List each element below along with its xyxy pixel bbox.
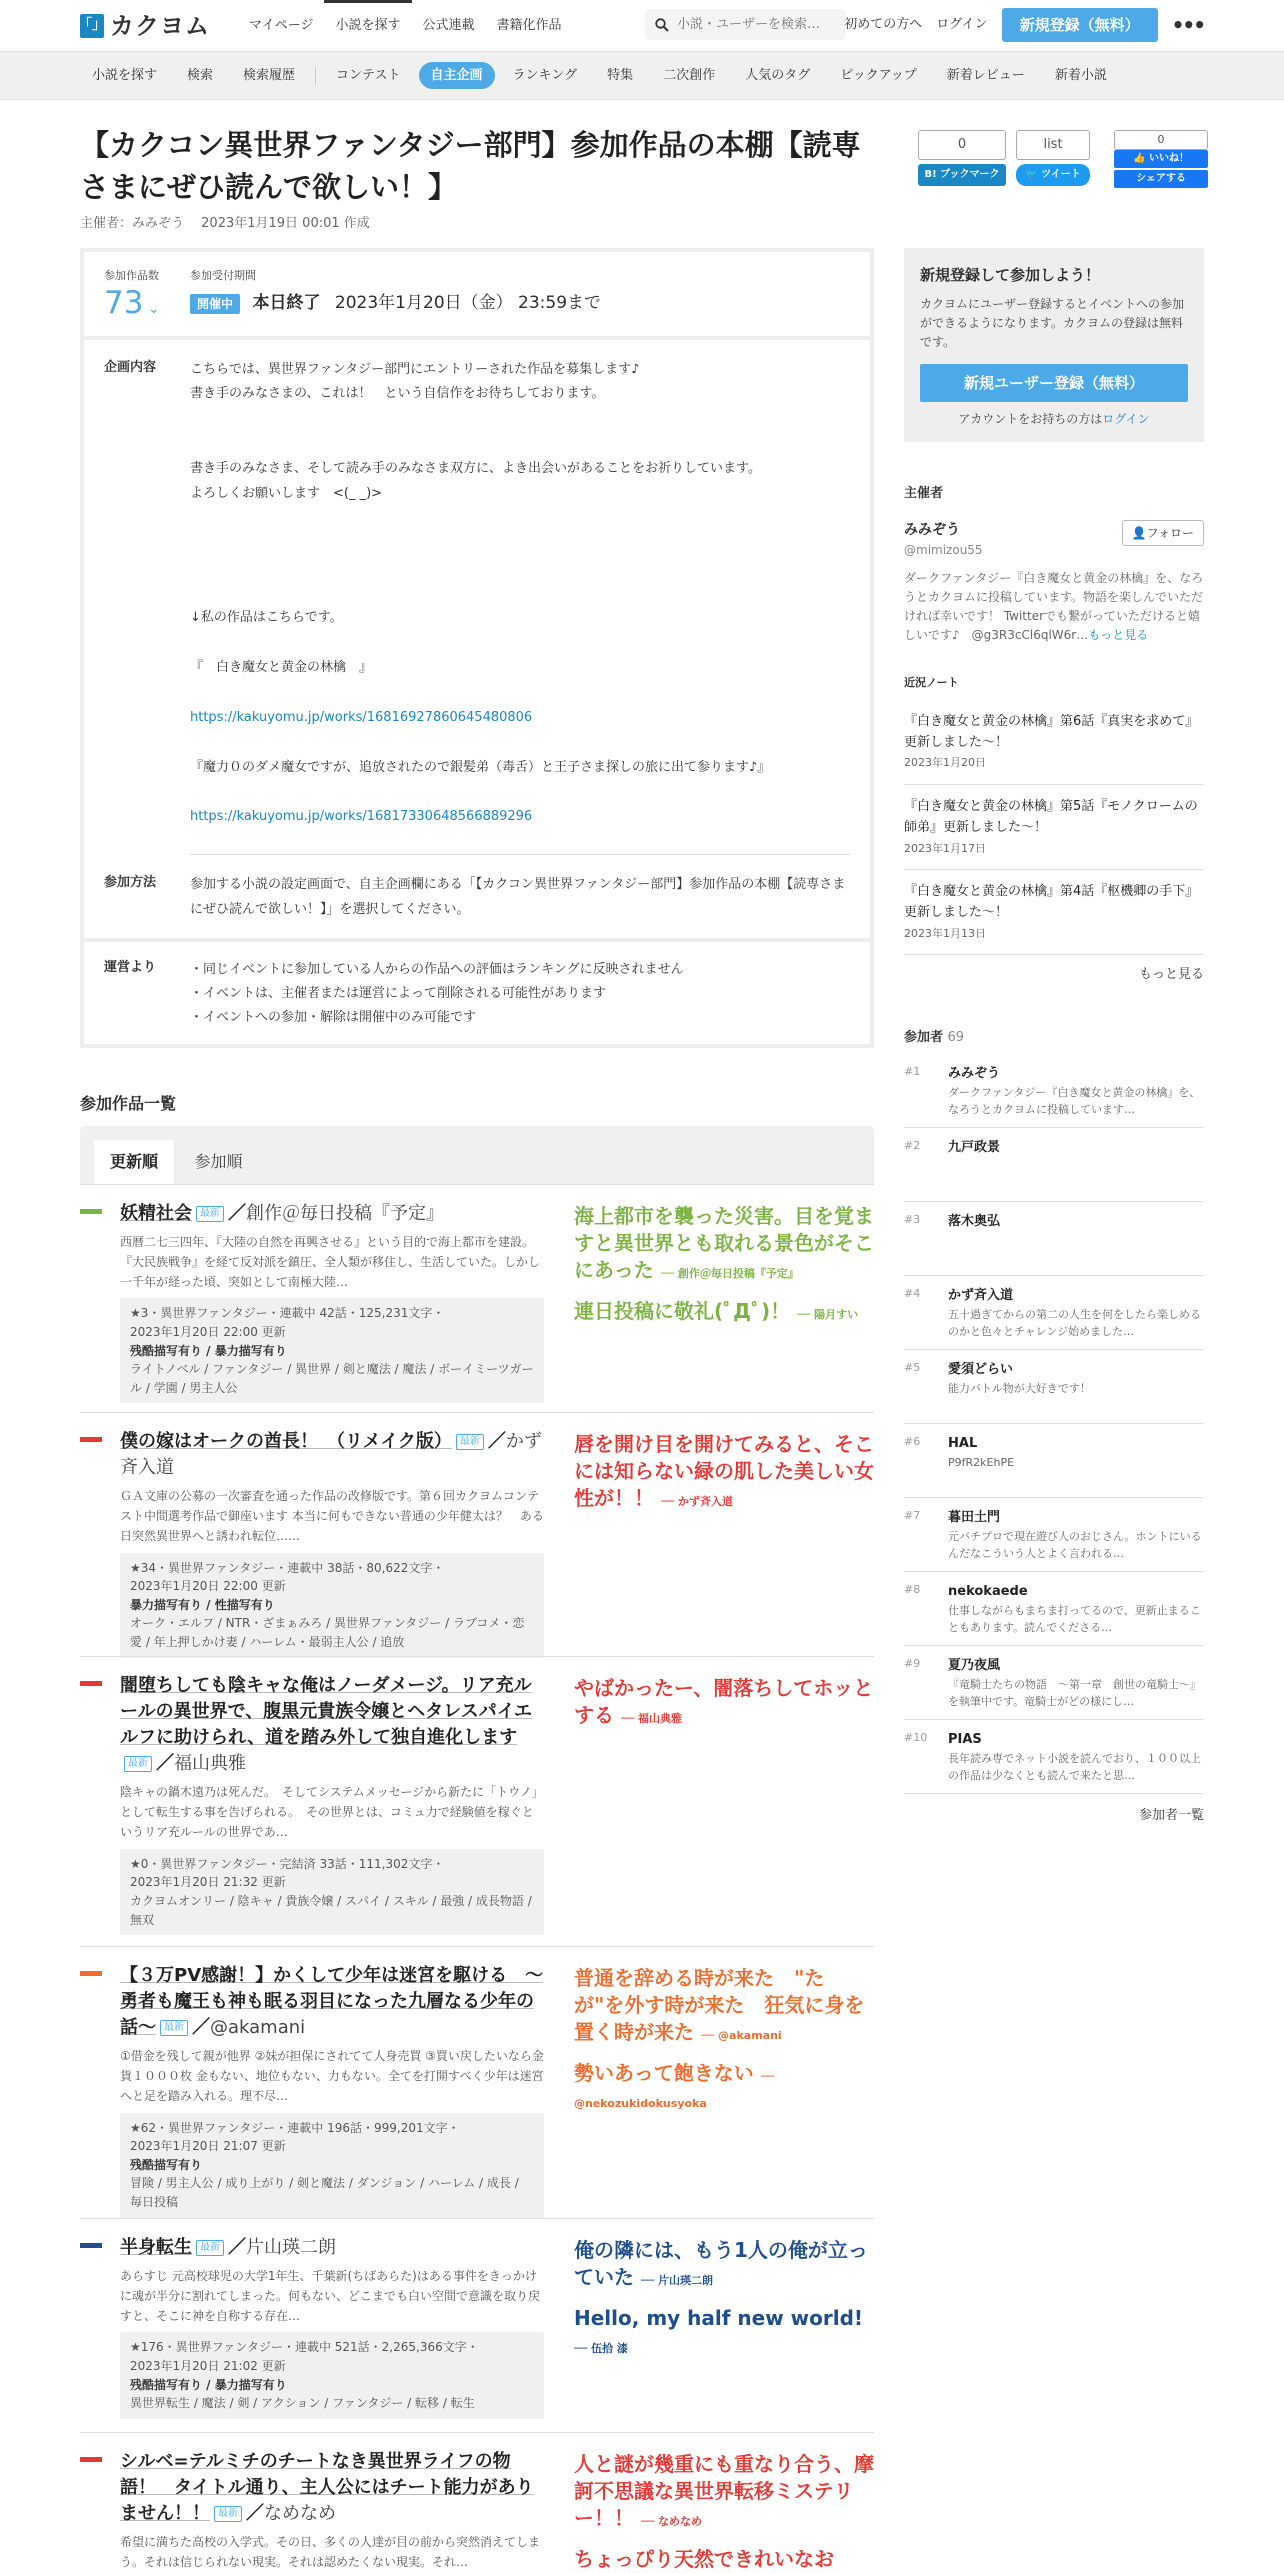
participant-item[interactable] — [904, 1202, 1204, 1276]
method-text: 参加する小説の設定画面で、自主企画欄にある「【カクコン異世界ファンタジー部門】参加作品の本棚【読専さまにぜひ読んで欲しい！】」を選択してください。 — [190, 876, 846, 917]
review-catchphrase[interactable] — [574, 2060, 874, 2114]
work-author[interactable]: 創作＠毎日投稿『予定』 — [246, 1203, 444, 1224]
participant-item[interactable] — [904, 1572, 1204, 1646]
work-stats: ★0・異世界ファンタジー・完結済 33話・111,302文字・ — [130, 1856, 445, 1871]
subnav-pickup[interactable]: ピックアップ — [840, 67, 917, 83]
bird-icon: 🐦 — [1025, 169, 1038, 180]
work-title-line: 【３万PV感謝！】かくして少年は迷宮を駆ける ～勇者も魔王も神も眠る羽目になった九層なる少年の話～ 最新 ／@akamani — [120, 1965, 544, 2039]
notes-list — [190, 958, 684, 1030]
participant-name[interactable]: 愛須どらい — [948, 1361, 1014, 1377]
participant-item[interactable] — [904, 1498, 1204, 1572]
sidebar — [904, 248, 1204, 1825]
participant-name[interactable]: PIAS — [948, 1731, 982, 1747]
work-link[interactable]: https://kakuyomu.jp/works/16816927860645480806 — [190, 709, 533, 725]
work-intro: あらすじ 元高校球児の大学1年生、千葉新(ちばあらた)はある事件をきっかけに魂が半分に割れてしまった。何もない、どこまでも白い空間で意識を取り戻すと、そこに神を自称する存在… — [120, 2269, 541, 2323]
review-author: ── 創作＠毎日投稿『予定』 — [660, 1267, 799, 1280]
register-button[interactable]: 新規登録（無料） — [1002, 8, 1158, 42]
page-title: 【カクコン異世界ファンタジー部門】参加作品の本棚【読専さまにぜひ読んで欲しい！】 — [80, 128, 861, 205]
work-link[interactable]: https://kakuyomu.jp/works/16817330648566889296 — [190, 809, 533, 825]
participant-rank: #8 — [904, 1582, 921, 1596]
content-line: 書き手のみなさま、そして読み手のみなさま双方に、よき出会いがあることをお祈りしています。 — [190, 461, 761, 477]
participant-name[interactable]: 落木奥弘 — [948, 1213, 1001, 1229]
participant-rank: #9 — [904, 1656, 921, 1670]
content-row — [84, 358, 870, 830]
participant-desc: 元バチプロで現在遊び人のおじさん。ホントにいるんだなこういう人とよく言われる… — [948, 1530, 1202, 1560]
subnav-search-history[interactable]: 検索履歴 — [243, 67, 296, 83]
add-user-icon: 👤 — [1131, 525, 1147, 540]
work-intro: ＧＡ文庫の公募の一次審査を通った作品の改修版です。第６回カクヨムコンテスト中間選考作品で御座います 本当に何もできない普通の少年健太は？ ある日突然異世界へと誘われ転位…… — [120, 1489, 544, 1543]
new-badge: 最新 — [456, 1434, 484, 1450]
work-title[interactable]: 妖精社会 — [120, 1203, 192, 1224]
review-author: ── かず斉入道 — [660, 1495, 734, 1508]
participant-desc: 能力バトル物が大好きです！ — [948, 1382, 1091, 1396]
project-description — [84, 340, 870, 943]
note-item[interactable] — [904, 870, 1204, 955]
note-date: 2023年1月20日 — [904, 756, 986, 770]
follow-label: フォロー — [1146, 525, 1194, 540]
work-item — [80, 2432, 874, 2571]
category-color-bar — [80, 1971, 102, 1976]
search-input[interactable] — [677, 17, 827, 32]
nav-published-works[interactable]: 書籍化作品 — [496, 17, 562, 33]
work-item — [80, 1656, 874, 1946]
entries-number: 73 — [104, 284, 144, 321]
operator-notes — [84, 942, 870, 1044]
review-author: ── @nekozukidokusyoka — [574, 2070, 775, 2110]
work-author[interactable]: 福山典雅 — [174, 1753, 246, 1775]
organizer-card — [904, 520, 1204, 646]
work-tags[interactable]: カクヨムオンリー / 陰キャ / 貴族令嬢 / スパイ / スキル / 最強 / 成長物語 / 無双 — [130, 1893, 532, 1927]
category-color-bar — [80, 2457, 102, 2462]
subnav-new-reviews[interactable]: 新着レビュー — [946, 67, 1025, 83]
end-date: 2023年1月20日（金） 23:59まで — [334, 292, 602, 313]
work-title-line: 半身転生 最新 ／片山瑛二朗 — [120, 2237, 336, 2258]
review-text: 唇を開け目を開けてみると、そこには知らない緑の肌した美しい女性が！！ — [574, 1432, 874, 1510]
project-summary — [84, 252, 870, 340]
tweet-button[interactable] — [1016, 164, 1090, 186]
work-author[interactable]: かず斉入道 — [120, 1431, 542, 1479]
participant-rank: #6 — [904, 1434, 921, 1448]
note-title: 『白き魔女と黄金の林檎』第4話『枢機卿の手下』更新しました～！ — [904, 884, 1199, 920]
bookmark-button[interactable]: B! ブックマーク — [918, 164, 1006, 186]
work-title[interactable]: 【３万PV感謝！】かくして少年は迷宮を駆ける ～勇者も魔王も神も眠る羽目になった九層なる少年の話～ — [120, 1965, 544, 2039]
review-catchphrase[interactable] — [574, 2237, 874, 2291]
work-stats: ★176・異世界ファンタジー・連載中 521話・2,265,366文字・ — [130, 2340, 479, 2355]
subnav-divider — [315, 67, 316, 85]
signup-title: 新規登録して参加しよう！ — [920, 266, 1101, 284]
work-warnings: 残酷描写有り / 暴力描写有り — [130, 1343, 287, 1358]
signup-panel — [904, 248, 1204, 442]
tweet-label: ツイート — [1041, 169, 1081, 180]
work-updated: 2023年1月20日 22:00 更新 — [130, 1325, 286, 1340]
tab-joined[interactable]: 参加順 — [194, 1152, 243, 1171]
note-item: ・同じイベントに参加している人からの作品への評価はランキングに反映されません — [190, 962, 684, 978]
new-badge: 最新 — [196, 2240, 224, 2256]
participant-desc: 五十過ぎてからの第二の人生を何をしたら楽しめるのかと色々とチャレンジ始めました… — [948, 1308, 1201, 1338]
participant-name[interactable]: かず斉入道 — [948, 1287, 1014, 1303]
review-catchphrase[interactable] — [574, 2451, 874, 2532]
new-badge: 最新 — [196, 1206, 224, 1222]
notes-more-link[interactable]: もっと見る — [1138, 967, 1204, 983]
subnav-ranking[interactable]: ランキング — [512, 67, 578, 83]
work-info — [120, 1298, 544, 1403]
notes-row — [84, 958, 870, 1030]
list-count: list — [1016, 130, 1090, 160]
participant-desc: 長年読み専でネット小説を読んでおり、１００以上の作品は少なくとも読んで来たと思… — [948, 1752, 1201, 1782]
participant-item[interactable] — [904, 1646, 1204, 1720]
note-title: 『白き魔女と黄金の林檎』第6話『真実を求めて』更新しました～！ — [904, 713, 1199, 750]
for-beginners-link[interactable]: 初めての方へ — [844, 17, 923, 33]
subnav-search-novels[interactable]: 小説を探す — [92, 67, 158, 83]
content-line: こちらでは、異世界ファンタジー部門にエントリーされた作品を募集します♪ — [190, 361, 640, 377]
kakuyomu-logo[interactable] — [80, 8, 210, 44]
note-item[interactable] — [904, 785, 1204, 870]
work-item — [80, 1184, 874, 1394]
participant-desc: 仕事しながらもまちま打ってるので、更新止まることもあります。読んでくださる… — [948, 1604, 1201, 1634]
note-item[interactable] — [904, 700, 1204, 785]
work-info — [120, 2113, 544, 2218]
work-main — [120, 1201, 544, 1403]
notes-list — [904, 700, 1204, 955]
search-box[interactable] — [645, 9, 845, 40]
work-intro: 西暦二七三四年、『大陸の自然を再興させる』という目的で海上都市を建設。『大民族戦争』を経て反対派を鎮圧、全人類が移住し、生活していた。しかし一千年が経った頃、突如として南極大陸… — [120, 1235, 541, 1289]
method-row — [84, 873, 870, 922]
logo-text: カクヨム — [110, 11, 210, 40]
review-author: ── 福山典雅 — [620, 1712, 683, 1725]
ends-today: 本日終了 — [252, 292, 321, 313]
subnav-new-novels[interactable]: 新着小説 — [1054, 67, 1107, 83]
work-intro: 陰キャの鍋木遠乃は死んだ。 そしてシステムメッセージから新たに「トウノ」として転生する事を告げられる。 その世界とは、コミュ力で経験値を稼ぐというリア充ルールの世界であ… — [120, 1785, 544, 1839]
sub-nav — [0, 52, 1284, 100]
subnav-features[interactable]: 特集 — [607, 67, 634, 83]
global-nav — [238, 0, 573, 52]
organizer-name[interactable]: みみぞう — [904, 521, 960, 538]
work-title[interactable]: シルベ=テルミチのチートなき異世界ライフの物語！ タイトル通り、主人公にはチート能力がありません！！ — [120, 2451, 534, 2525]
global-header — [0, 0, 1284, 52]
work-updated: 2023年1月20日 21:02 更新 — [130, 2359, 286, 2374]
period-label: 参加受付期間 — [190, 269, 256, 282]
works-heading: 参加作品一覧 — [80, 1094, 177, 1113]
participants-heading — [904, 1027, 1204, 1048]
entries-count[interactable] — [104, 285, 190, 322]
twitter-share[interactable] — [1016, 130, 1090, 186]
share-widgets — [918, 130, 1208, 192]
work-intro: ①借金を残して親が他界 ②妹が担保にされてて人身売買 ③買い戻したいなら金貨１０００枚 金もない、地位もない、力もない。全てを打開すべく少年は迷宮へと足を踏み入れる。理不尽… — [120, 2049, 544, 2103]
work-warnings: 暴力描写有り / 性描写有り — [130, 1597, 275, 1612]
follow-button[interactable] — [1122, 520, 1204, 546]
participant-desc: P9fR2kEhPE — [948, 1456, 1015, 1470]
participant-name[interactable]: みみぞう — [948, 1065, 1001, 1081]
participant-item[interactable] — [904, 1276, 1204, 1350]
work-info — [120, 2332, 544, 2418]
review-text: ちょっぴり天然できれいなお — [574, 2547, 834, 2571]
participant-item[interactable] — [904, 1720, 1204, 1794]
participants-count: 69 — [947, 1029, 965, 1045]
participant-rank: #5 — [904, 1360, 921, 1374]
review-catchphrase[interactable] — [574, 2305, 874, 2359]
signup-desc: カクヨムにユーザー登録するとイベントへの参加ができるようになります。カクヨムの登録は無料です。 — [920, 296, 1185, 349]
category-color-bar — [80, 1437, 102, 1442]
review-author: ── 片山瑛二朗 — [640, 2274, 714, 2287]
work-title-line: 僕の嫁はオークの酋長！ （リメイク版） 最新 ／かず斉入道 — [120, 1431, 542, 1479]
work-stats: ★34・異世界ファンタジー・連載中 38話・80,622文字・ — [130, 1560, 445, 1575]
project-meta — [80, 214, 880, 234]
logo-mark: 「」 — [80, 14, 104, 38]
work-item — [80, 2218, 874, 2432]
note-date: 2023年1月17日 — [904, 841, 986, 855]
more-menu-icon[interactable]: ••• — [1171, 13, 1204, 37]
entries-label: 参加作品数 — [104, 269, 159, 282]
work-title-line: シルベ=テルミチのチートなき異世界ライフの物語！ タイトル通り、主人公にはチート能力がありません！！ 最新 ／なめなめ — [120, 2451, 534, 2525]
review-author: ── 陽月すい — [797, 1308, 859, 1321]
work-item — [80, 1412, 874, 1656]
work-main — [120, 1429, 544, 1658]
participant-name[interactable]: nekokaede — [948, 1583, 1028, 1599]
note-date: 2023年1月13日 — [904, 926, 986, 940]
project-header — [80, 124, 880, 234]
status-badge: 開催中 — [190, 294, 240, 314]
work-warnings: 残酷描写有り / 暴力描写有り — [130, 2377, 287, 2392]
search-icon — [655, 18, 669, 32]
works-tabs — [80, 1126, 874, 1184]
work-tags[interactable]: ライトノベル / ファンタジー / 異世界 / 剣と魔法 / 魔法 / ボーイミーツガール / 学園 / 男主人公 — [130, 1362, 534, 1395]
review-text: 連日投稿に敬礼(ﾟДﾟ)！ — [574, 1299, 791, 1323]
participant-rank: #1 — [904, 1064, 921, 1078]
work-title[interactable]: 僕の嫁はオークの酋長！ （リメイク版） — [120, 1431, 452, 1452]
content-label: 企画内容 — [104, 359, 157, 375]
participant-rank: #10 — [904, 1730, 928, 1744]
review-author: ── @akamani — [700, 2029, 782, 2042]
work-warnings: 残酷描写有り — [130, 2157, 203, 2172]
subnav-independent-projects[interactable]: 自主企画 — [419, 62, 495, 90]
participant-name[interactable]: 九戸政景 — [948, 1139, 1001, 1155]
review-text: やばかったー、闇落ちしてホッとする — [574, 1676, 874, 1727]
work-tags[interactable]: オーク・エルフ / NTR・ざまぁみろ / 異世界ファンタジー / ラブコメ・恋愛 / 年上押しかけ妻 / ハーレム・最弱主人公 / 追放 — [130, 1616, 525, 1649]
bookmark-count: 0 — [918, 130, 1006, 160]
content-line: 『 白き魔女と黄金の林檎 』 — [190, 660, 373, 676]
new-badge: 最新 — [124, 1756, 152, 1772]
work-updated: 2023年1月20日 21:32 更新 — [130, 1875, 286, 1890]
subnav-search[interactable]: 検索 — [187, 67, 214, 83]
organizer-heading: 主催者 — [904, 486, 944, 502]
content-line: よろしくお願いします <(_ _)> — [190, 485, 383, 501]
review-catchphrase[interactable] — [574, 1298, 874, 1325]
work-title-line: 闇堕ちしても陰キャな俺はノーダメージ。リア充ルールの異世界で、腹黒元貴族令嬢とヘタレスパイエルフに助けられ、道を踏み外して独自進化します最新 ／福山典雅 — [120, 1675, 533, 1775]
review-text: Hello, my half new world! — [574, 2306, 864, 2330]
nav-search-novels[interactable]: 小説を探す — [324, 0, 411, 52]
category-color-bar — [80, 2243, 102, 2248]
have-account — [920, 410, 1188, 428]
tab-updated[interactable]: 更新順 — [94, 1140, 174, 1184]
participant-rank: #3 — [904, 1212, 921, 1226]
have-account-text: アカウントをお持ちの方は — [958, 412, 1103, 427]
method-label: 参加方法 — [104, 874, 157, 890]
participant-item[interactable] — [904, 1350, 1204, 1424]
participants-list — [904, 1054, 1204, 1794]
review-catchphrase[interactable] — [574, 1431, 874, 1512]
work-title-line: 妖精社会 最新 ／創作＠毎日投稿『予定』 — [120, 1203, 444, 1224]
participant-desc: ダークファンタジー『白き魔女と黄金の林檎』を、なろうとカクヨムに投稿しています… — [948, 1086, 1201, 1116]
project-details — [80, 248, 874, 1048]
review-text: 普通を辞める時が来た "たが"を外す時が来た 狂気に身を置く時が来た — [574, 1966, 865, 2044]
nav-official-serials[interactable]: 公式連載 — [422, 17, 475, 33]
review-author: ── 伍拾 漆 — [574, 2342, 628, 2355]
work-title[interactable]: 半身転生 — [120, 2237, 192, 2258]
participant-item[interactable] — [904, 1054, 1204, 1128]
work-tags[interactable]: 冒険 / 男主人公 / 成り上がり / 剣と魔法 / ダンジョン / ハーレム / 成長 / 毎日投稿 — [130, 2176, 519, 2210]
participant-name[interactable]: 暮田土門 — [948, 1509, 1001, 1525]
participant-desc: 『竜騎士たちの物語 〜第一章 創世の竜騎士〜』を執筆中です。竜騎士がどの様にし… — [948, 1678, 1201, 1708]
subnav-fan-fiction[interactable]: 二次創作 — [663, 67, 716, 83]
nav-mypage[interactable]: マイページ — [249, 17, 314, 33]
organizer-desc-text: ダークファンタジー『白き魔女と黄金の林檎』を、なろうとカクヨムに投稿しています。物語を楽しんでいただければ幸いです！ Twitterでも繋がっていただけると嬉しいです♪ @g3R3cCl6qlW6r… — [904, 570, 1204, 643]
new-badge: 最新 — [160, 2020, 188, 2036]
work-main — [120, 1673, 544, 1935]
content-line: ↓私の作品はこちらです。 — [190, 610, 343, 626]
work-main — [120, 2449, 544, 2573]
content-line: 『魔力０のダメ魔女ですが、追放されたので銀髪弟（毒舌）と王子さま探しの旅に出て参ります♪』 — [190, 759, 771, 775]
like-button[interactable] — [1114, 150, 1208, 168]
like-count: 0 — [1114, 130, 1208, 150]
work-tags[interactable]: 異世界転生 / 魔法 / 剣 / アクション / ファンタジー / 転移 / 転生 — [130, 2396, 475, 2411]
review-text: 勢いあって飽きない — [574, 2061, 754, 2085]
content-line: 書き手のみなさまの、これは！ という自信作をお待ちしております。 — [190, 386, 605, 402]
work-main — [120, 1963, 544, 2218]
note-item: ・イベントへの参加・解除は開催中のみ可能です — [190, 1010, 477, 1026]
participants-label: 参加者 — [904, 1029, 944, 1045]
notes-label: 運営より — [104, 960, 157, 976]
subnav-contest[interactable]: コンテスト — [336, 67, 401, 83]
entries-block — [104, 268, 190, 322]
note-item: ・イベントは、主催者または運営によって削除される可能性があります — [190, 986, 607, 1002]
review-catchphrase[interactable] — [574, 2546, 874, 2573]
participants-all-link[interactable]: 参加者一覧 — [1138, 1807, 1204, 1823]
login-link[interactable]: ログイン — [1102, 412, 1150, 427]
participant-rank: #4 — [904, 1286, 921, 1300]
participant-name[interactable]: 夏乃夜風 — [948, 1657, 1001, 1673]
work-item — [80, 1946, 874, 2218]
work-title[interactable]: 闇堕ちしても陰キャな俺はノーダメージ。リア充ルールの異世界で、腹黒元貴族令嬢とヘタレスパイエルフに助けられ、道を踏み外して独自進化します — [120, 1675, 533, 1749]
category-color-bar — [80, 1681, 102, 1686]
signup-button[interactable]: 新規ユーザー登録（無料） — [920, 364, 1188, 402]
organizer-desc — [904, 569, 1204, 646]
chevron-down-icon: ⌄ — [143, 300, 160, 317]
review-author: ── なめなめ — [640, 2515, 703, 2528]
work-updated: 2023年1月20日 22:00 更新 — [130, 1579, 286, 1594]
work-author[interactable]: @akamani — [210, 2017, 306, 2039]
period-block — [190, 268, 601, 322]
organizer-more-link[interactable]: もっと見る — [1088, 628, 1149, 643]
category-color-bar — [80, 1209, 102, 1214]
fb-share-button[interactable]: シェアする — [1114, 170, 1208, 188]
work-info — [120, 1553, 544, 1658]
hatena-bookmark[interactable] — [918, 130, 1006, 186]
note-title: 『白き魔女と黄金の林檎』第5話『モノクロームの師弟』更新しました～！ — [904, 798, 1198, 835]
work-author[interactable]: なめなめ — [264, 2503, 336, 2525]
thumbs-up-icon: 👍 — [1133, 153, 1146, 164]
work-main — [120, 2235, 544, 2419]
work-stats: ★62・異世界ファンタジー・連載中 196話・999,201文字・ — [130, 2120, 460, 2135]
participant-item[interactable] — [904, 1128, 1204, 1202]
participant-rank: #2 — [904, 1138, 921, 1152]
participant-rank: #7 — [904, 1508, 921, 1522]
work-info — [120, 1849, 544, 1935]
review-catchphrase[interactable] — [574, 1203, 874, 1284]
organizer-id: @mimizou55 — [904, 542, 983, 557]
organizer-label[interactable]: 主催者：みみぞう — [80, 216, 185, 232]
work-updated: 2023年1月20日 21:07 更新 — [130, 2139, 286, 2154]
new-badge: 最新 — [214, 2506, 242, 2522]
work-author[interactable]: 片山瑛二朗 — [246, 2237, 336, 2258]
login-link[interactable]: ログイン — [936, 17, 988, 33]
review-catchphrase[interactable] — [574, 1965, 874, 2046]
review-text: 俺の隣には、もう1人の俺が立っていた — [574, 2238, 868, 2289]
header-actions — [844, 8, 1204, 42]
content-body — [190, 358, 770, 830]
work-intro: 希望に満ちた高校の入学式。その日、多くの人達が目の前から突然消えてしまう。それは信じられない現実。それは認めたくない現実。それ… — [120, 2535, 541, 2570]
review-text: 人と謎が幾重にも重なり合う、摩訶不思議な異世界転移ミステリー！！ — [574, 2452, 874, 2530]
review-text: 海上都市を襲った災害。目を覚ますと異世界とも取れる景色がそこにあった — [574, 1204, 874, 1282]
participant-item[interactable] — [904, 1424, 1204, 1498]
review-catchphrase[interactable] — [574, 1675, 874, 1729]
created-date: 2023年1月19日 00:01 作成 — [201, 216, 370, 232]
subnav-popular-tags[interactable]: 人気のタグ — [745, 67, 811, 83]
work-stats: ★3・異世界ファンタジー・連載中 42話・125,231文字・ — [130, 1306, 445, 1321]
facebook-like[interactable] — [1114, 130, 1208, 188]
participant-name[interactable]: HAL — [948, 1435, 978, 1451]
notes-heading: 近況ノート — [904, 676, 959, 690]
like-label: いいね！ — [1148, 153, 1189, 164]
